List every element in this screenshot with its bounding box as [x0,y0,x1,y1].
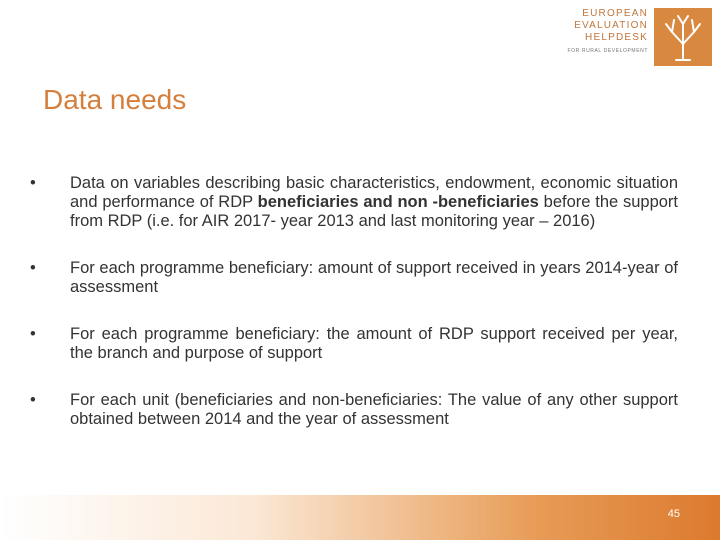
logo-text [568,8,648,55]
bullet-marker: • [30,325,36,343]
bullet-text-bold: beneficiaries and non -beneficiaries [257,193,539,211]
bullet-text-part: For each unit (beneficiaries and non-beneficiaries: The value of any other support obtained between 2014 and the year of assessment [70,391,678,428]
bullet-marker: • [30,259,36,277]
slide-title: Data needs [43,84,187,115]
footer-bar [0,495,720,540]
bullet-item [30,325,678,363]
logo [568,8,712,66]
logo-subtitle: FOR RURAL DEVELOPMENT [567,48,648,54]
logo-line-3: HELPDESK [585,32,648,43]
page-number: 45 [667,508,680,520]
tree-icon [654,8,712,66]
bullet-text-part: For each programme beneficiary: amount of support received in years 2014-year of assessment [70,259,678,296]
bullet-list [30,174,678,457]
bullet-item [30,391,678,429]
bullet-marker: • [30,391,36,409]
logo-line-1: EUROPEAN [582,8,648,19]
bullet-item [30,174,678,231]
logo-line-2: EVALUATION [574,20,648,31]
bullet-text-part: before the support from RDP (i.e. for AIR 2017- year 2013 and last monitoring year – 2016) [70,193,678,230]
bullet-text-part: Data on variables describing basic characteristics, endowment, economic situation and performance of RDP [70,174,678,211]
bullet-text-part: For each programme beneficiary: the amount of RDP support received per year, the branch and purpose of support [70,325,678,362]
bullet-item [30,259,678,297]
bullet-marker: • [30,174,36,192]
